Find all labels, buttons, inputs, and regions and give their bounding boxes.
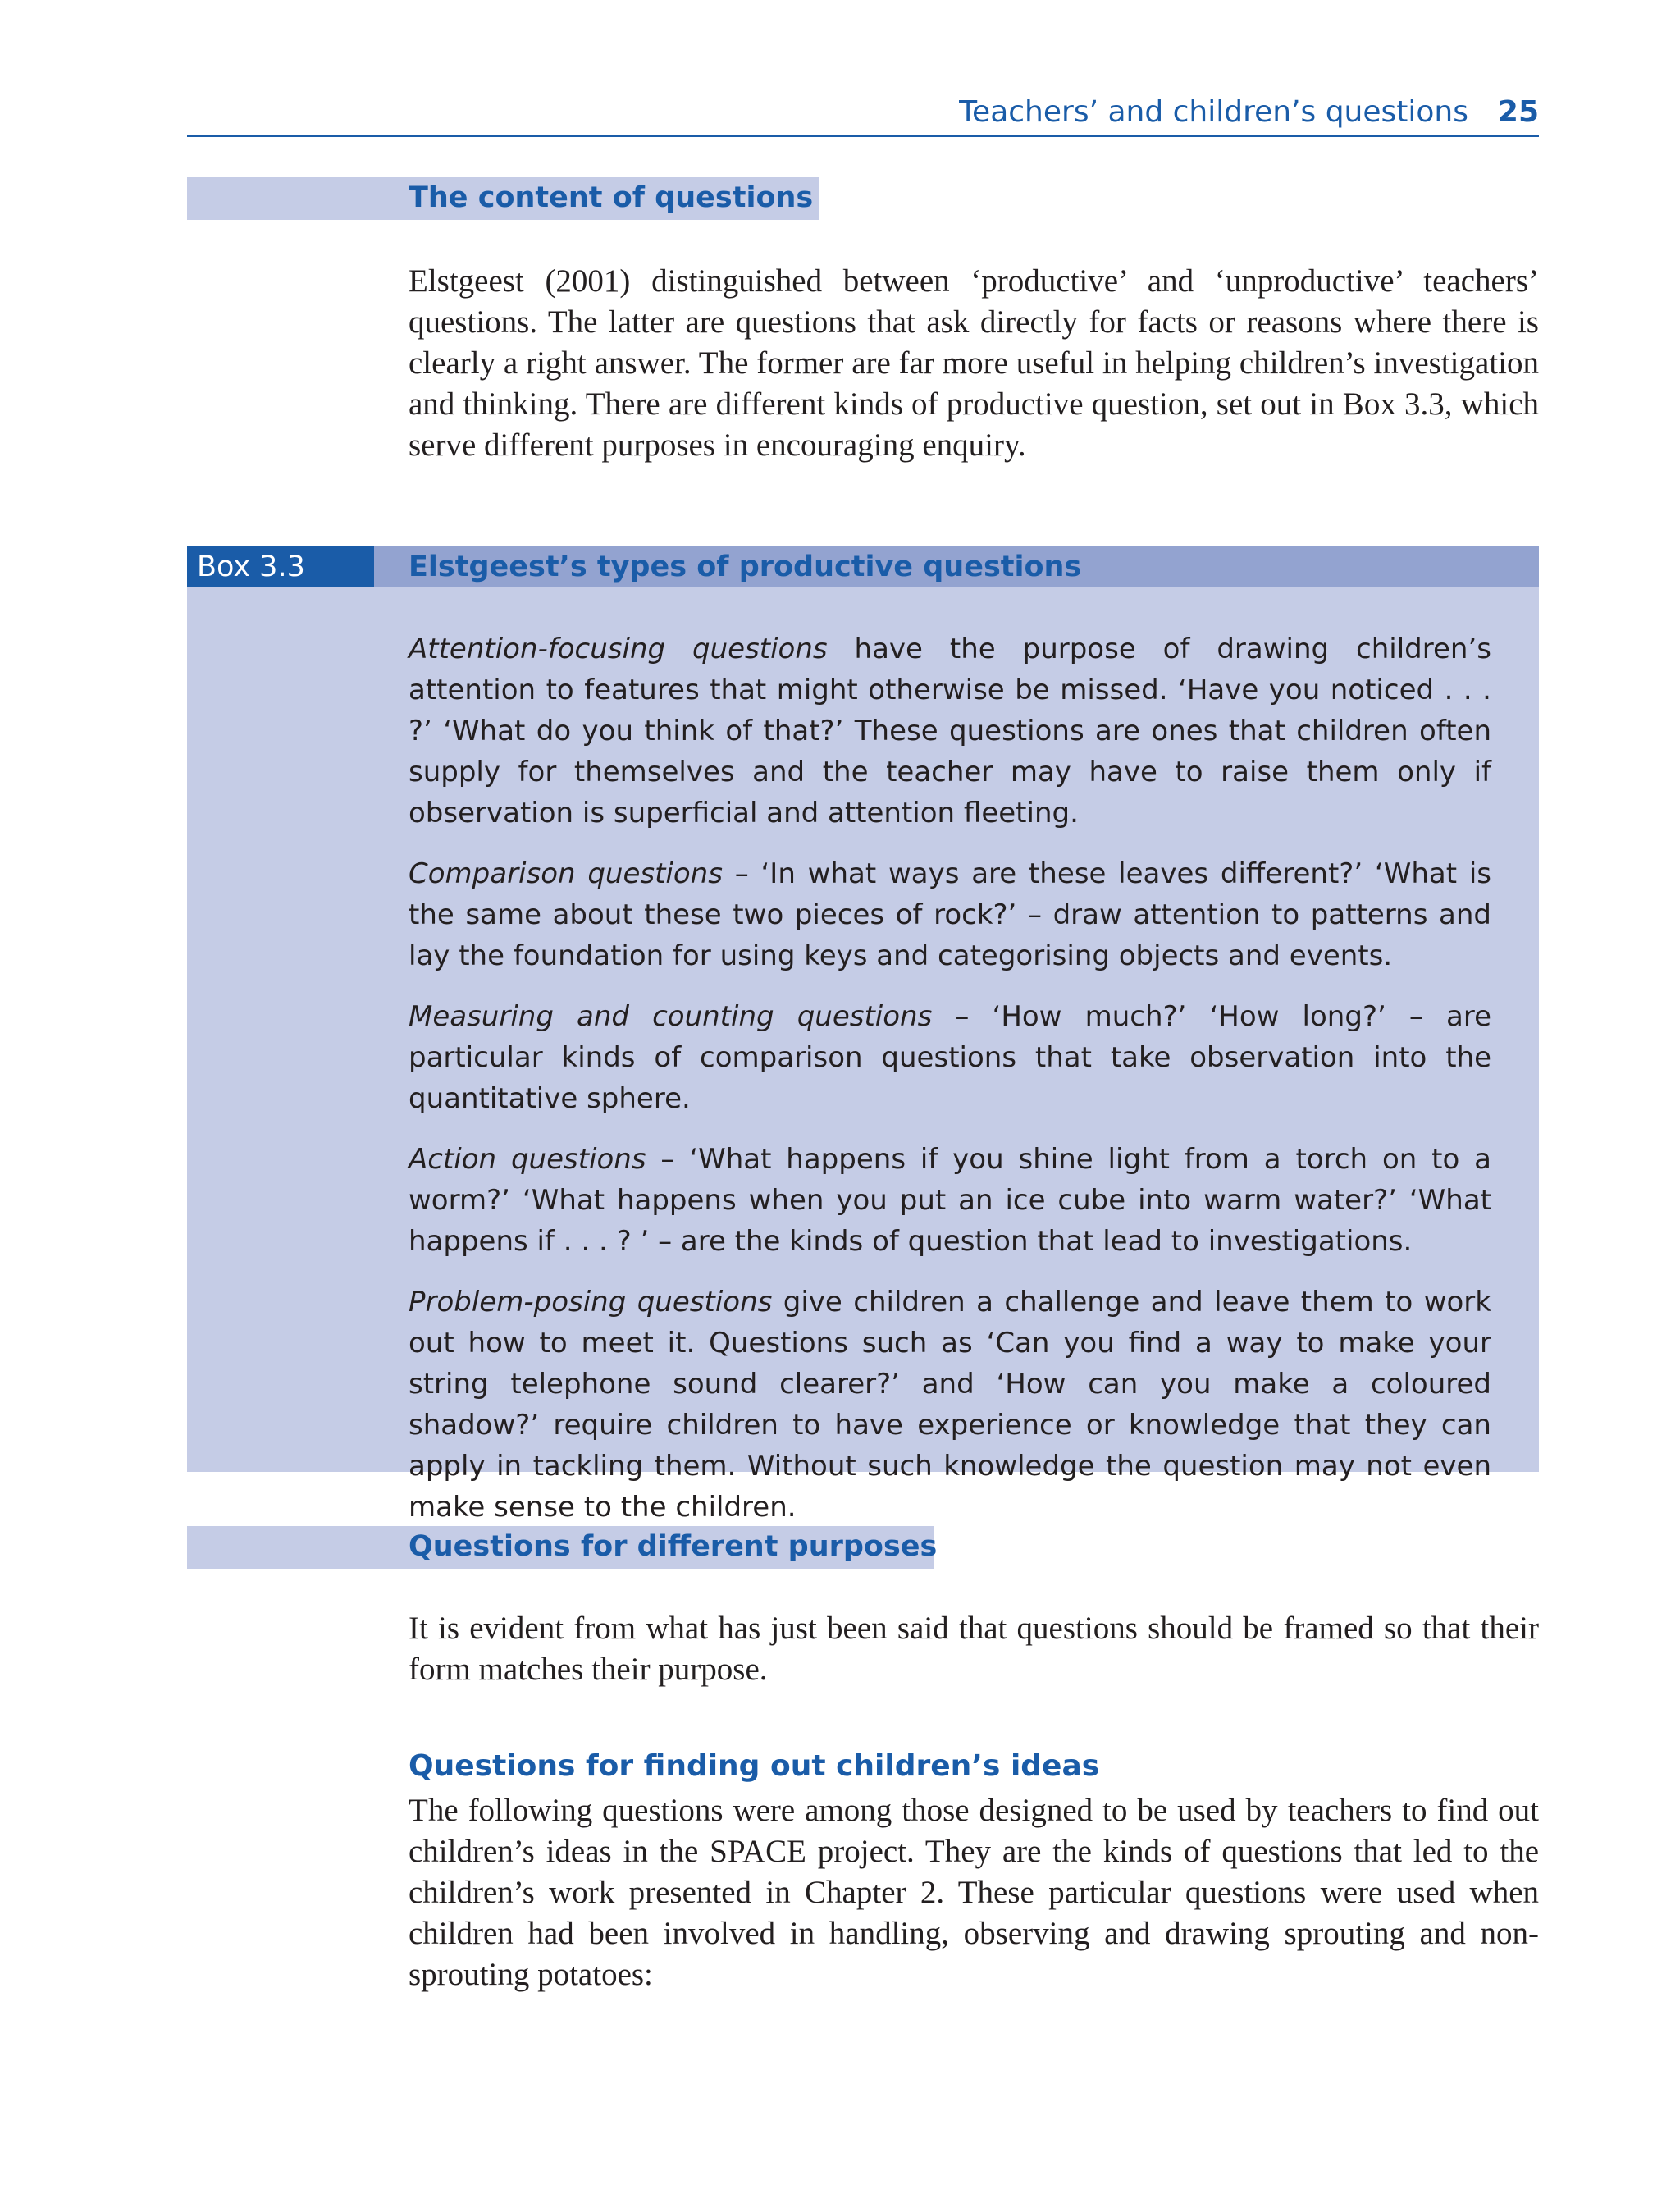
box-item-text: give children a challenge and leave them to work out how to meet it. Questions such as ‘Can you find a way to make your string telephone sound clearer?’ and ‘How can you make a coloured shadow?’ require children to have experience or knowledge that they can apply in tackling them. Without such knowledge the question may not even make sense to the children. [409,1286,1491,1524]
box-title: Elstgeest’s types of productive questions [409,551,1082,583]
box-item-text: – ‘How much?’ ‘How long?’ – are particular kinds of comparison questions that take observation into the quantitative sphere. [409,1000,1491,1115]
box-item-text: have the purpose of drawing children’s attention to features that might otherwise be missed. ‘Have you noticed . . . ?’ ‘What do you think of that?’ These questions are ones that children often supply for themselves and the teacher may have to raise them only if observation is superficial and attention fleeting. [409,633,1491,829]
box-3-3 [187,546,1539,1524]
running-header [187,92,1539,137]
box-item-attention [409,628,1491,834]
subheading-finding-ideas: Questions for finding out children’s ideas [409,1749,1100,1783]
section-heading-bar-purposes [187,1526,938,1569]
box-item-measuring [409,996,1491,1119]
box-body [409,628,1491,1547]
section-heading-bar-content [187,177,819,220]
box-item-term: Action questions [409,1143,646,1176]
box-item-text: – ‘In what ways are these leaves different?’ ‘What is the same about these two pieces of rock?’ – draw attention to patterns and lay the foundation for using keys and categorising objects and events. [409,857,1491,972]
running-title: Teachers’ and children’s questions [959,95,1468,129]
finding-ideas-paragraph: The following questions were among those designed to be used by teachers to find out children’s ideas in the SPACE project. They are the kinds of questions that led to the children’s work presented in Chapter 2. These particular questions were used when children had been involved in handling, observing and drawing sprouting and non-sprouting potatoes: [409,1793,1539,1992]
box-item-comparison [409,853,1491,976]
section-heading-different-purposes: Questions for different purposes [409,1530,938,1563]
box-item-action [409,1139,1491,1262]
purposes-paragraph: It is evident from what has just been said that questions should be framed so that their form matches their purpose. [409,1611,1539,1687]
box-item-term: Attention-focusing questions [409,633,828,665]
section-heading-content-of-questions: The content of questions [409,181,814,214]
box-header [187,546,1539,587]
box-item-term: Measuring and counting questions [409,1000,933,1033]
intro-paragraph: Elstgeest (2001) distinguished between ‘productive’ and ‘unproductive’ teachers’ questions. The latter are questions that ask directly for facts or reasons where there is clearly a right answer. The former are far more useful in helping children’s investigation and thinking. There are different kinds of productive question, set out in Box 3.3, which serve different purposes in encouraging enquiry. [409,263,1539,463]
page-number: 25 [1497,95,1539,129]
box-item-problem-posing [409,1282,1491,1528]
box-item-term: Problem-posing questions [409,1286,773,1318]
box-item-text: – ‘What happens if you shine light from a torch on to a worm?’ ‘What happens when you put an ice cube into warm water?’ ‘What happens if . . . ? ’ – are the kinds of question that lead to investigations. [409,1143,1492,1258]
box-label: Box 3.3 [187,546,374,587]
box-item-term: Comparison questions [409,857,723,890]
